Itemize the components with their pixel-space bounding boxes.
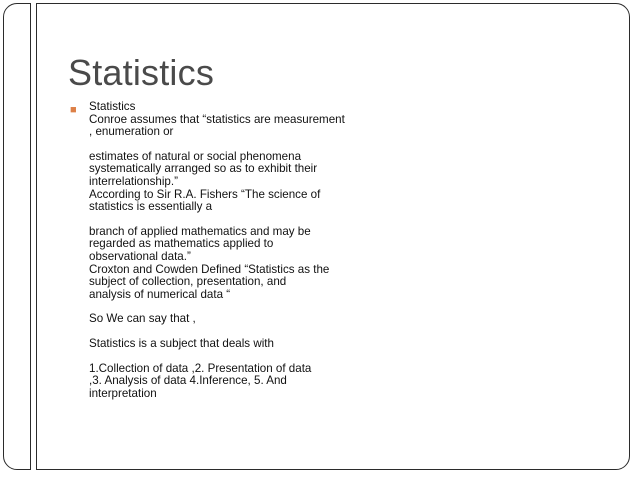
paragraph-gap — [89, 214, 389, 226]
slide-side-bar — [30, 3, 37, 470]
slide-body — [89, 101, 389, 400]
body-line: Statistics is a subject that deals with — [89, 336, 274, 350]
paragraph-gap — [89, 351, 389, 363]
body-line: Croxton and Cowden Defined “Statistics as the — [89, 262, 330, 276]
body-line: , enumeration or — [89, 125, 174, 139]
paragraph-gap — [89, 139, 389, 151]
body-line: ,3. Analysis of data 4.Inference, 5. And — [89, 374, 287, 388]
body-line: Statistics — [89, 100, 136, 113]
body-line: systematically arranged so as to exhibit their — [89, 162, 318, 176]
body-line: regarded as mathematics applied to — [89, 237, 274, 251]
body-line: analysis of numerical data “ — [89, 287, 231, 301]
body-line: branch of applied mathematics and may be — [89, 224, 311, 238]
body-line: According to Sir R.A. Fishers “The science of — [89, 187, 321, 201]
bullet-icon: ■ — [70, 104, 77, 116]
body-line: interpretation — [89, 386, 157, 400]
body-line: Conroe assumes that “statistics are measurement — [89, 112, 345, 126]
slide-title: Statistics — [68, 52, 215, 93]
body-line: interrelationship.” — [89, 174, 178, 188]
body-line: subject of collection, presentation, and — [89, 275, 287, 289]
body-line: statistics is essentially a — [89, 200, 213, 214]
body-line: observational data.” — [89, 249, 191, 263]
body-line: So We can say that , — [89, 312, 196, 326]
body-line: 1.Collection of data ,2. Presentation of data — [89, 361, 312, 375]
body-line: estimates of natural or social phenomena — [89, 149, 302, 163]
